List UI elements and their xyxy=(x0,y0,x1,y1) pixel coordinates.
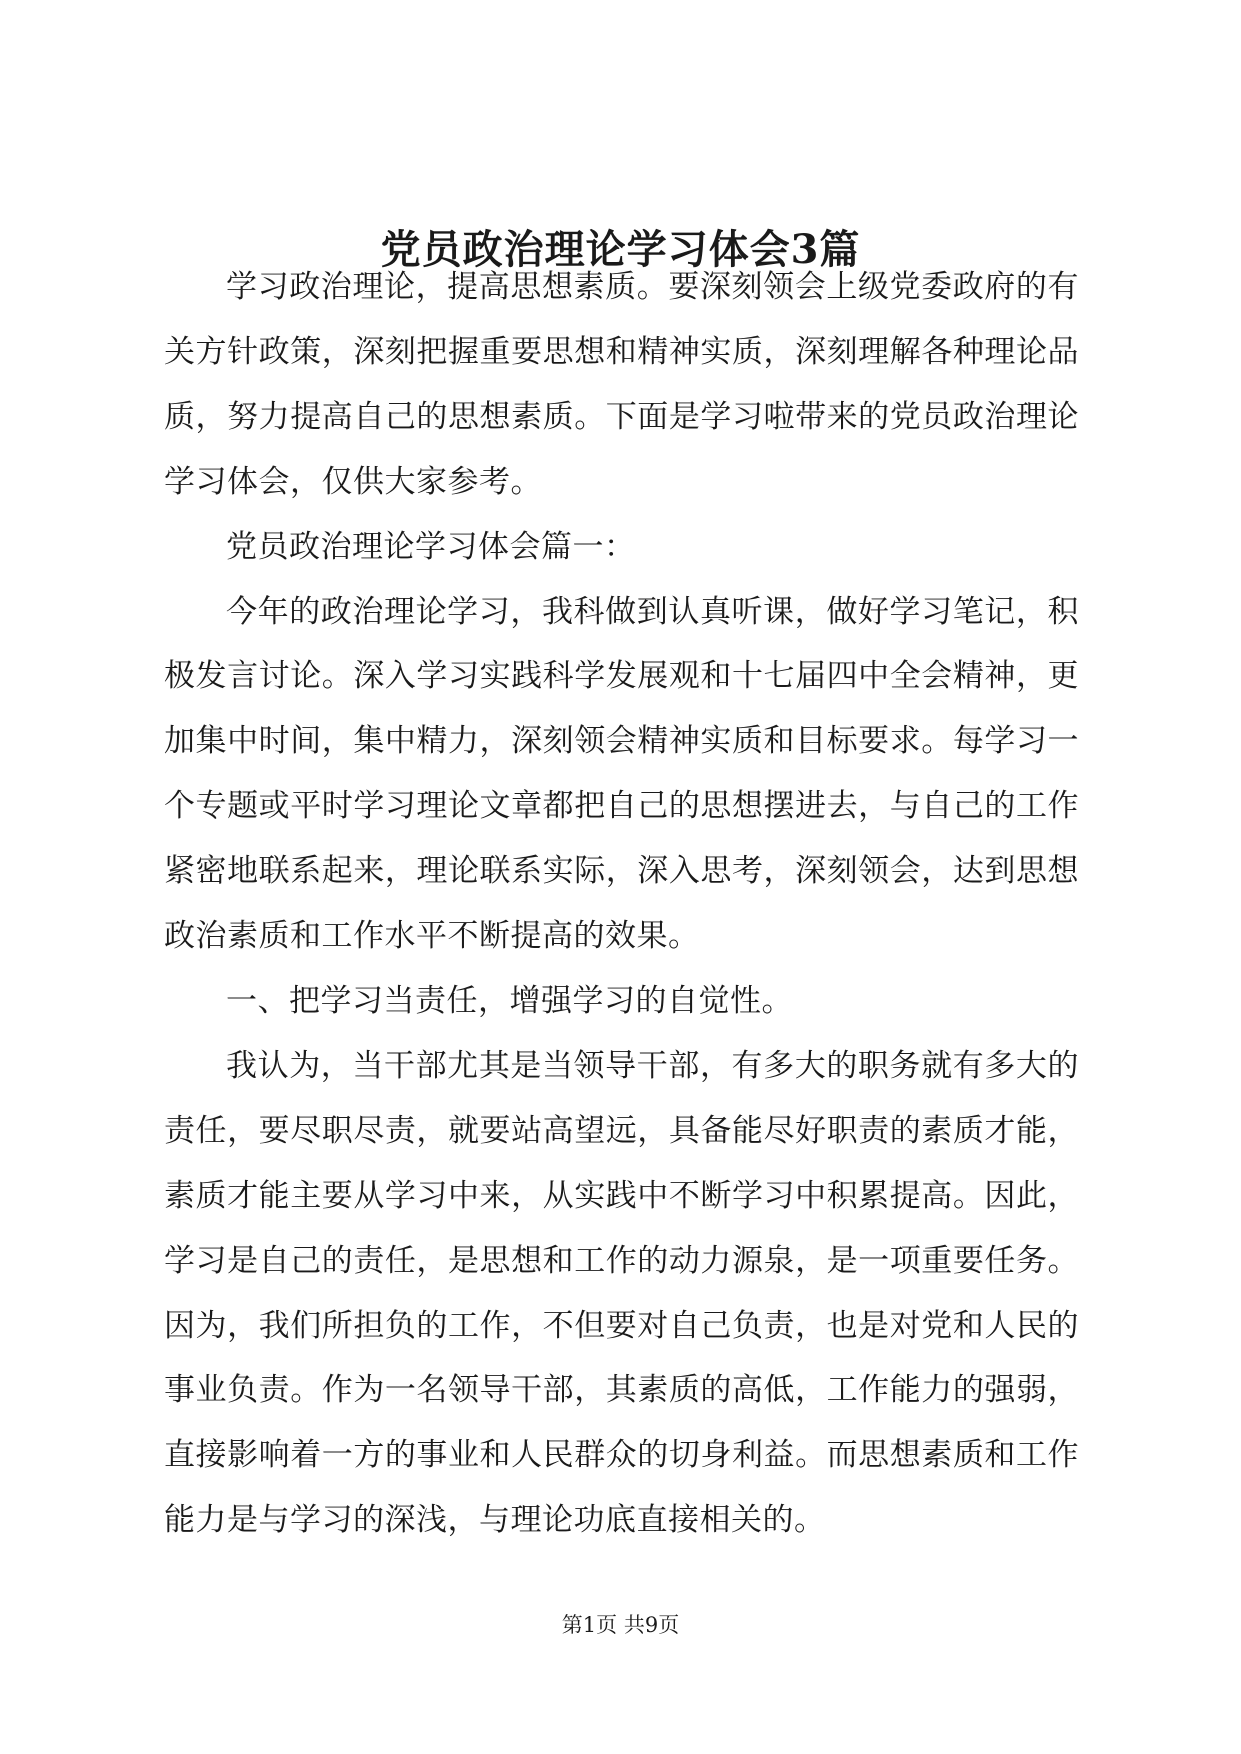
document-title: 党员政治理论学习体会3篇 xyxy=(380,226,861,273)
section-heading-part-one: 党员政治理论学习体会篇一： xyxy=(226,528,636,565)
intro-paragraph: 学习政治理论，提高思想素质。要深刻领会上级党委政府的有关方针政策，深刻把握重要思想和精神实质，深刻理解各种理论品质，努力提高自己的思想素质。下面是学习啦带来的党员政治理论学习体会，仅供大家参考。 xyxy=(164,269,1079,500)
page-footer: 第1页 共9页 xyxy=(561,1613,680,1637)
subsection-heading: 一、把学习当责任，增强学习的自觉性。 xyxy=(226,982,793,1019)
document-body xyxy=(164,255,1079,1553)
body-paragraph: 我认为，当干部尤其是当领导干部，有多大的职务就有多大的责任，要尽职尽责，就要站高望远，具备能尽好职责的素质才能，素质才能主要从学习中来，从实践中不断学习中积累提高。因此，学习是自己的责任，是思想和工作的动力源泉，是一项重要任务。因为，我们所担负的工作，不但要对自己负责，也是对党和人民的事业负责。作为一名领导干部，其素质的高低，工作能力的强弱，直接影响着一方的事业和人民群众的切身利益。而思想素质和工作能力是与学习的深浅，与理论功底直接相关的。 xyxy=(164,1047,1079,1539)
body-paragraph: 今年的政治理论学习，我科做到认真听课，做好学习笔记，积极发言讨论。深入学习实践科学发展观和十七届四中全会精神，更加集中时间，集中精力，深刻领会精神实质和目标要求。每学习一个专题或平时学习理论文章都把自己的思想摆进去，与自己的工作紧密地联系起来，理论联系实际，深入思考，深刻领会，达到思想政治素质和工作水平不断提高的效果。 xyxy=(164,593,1079,955)
